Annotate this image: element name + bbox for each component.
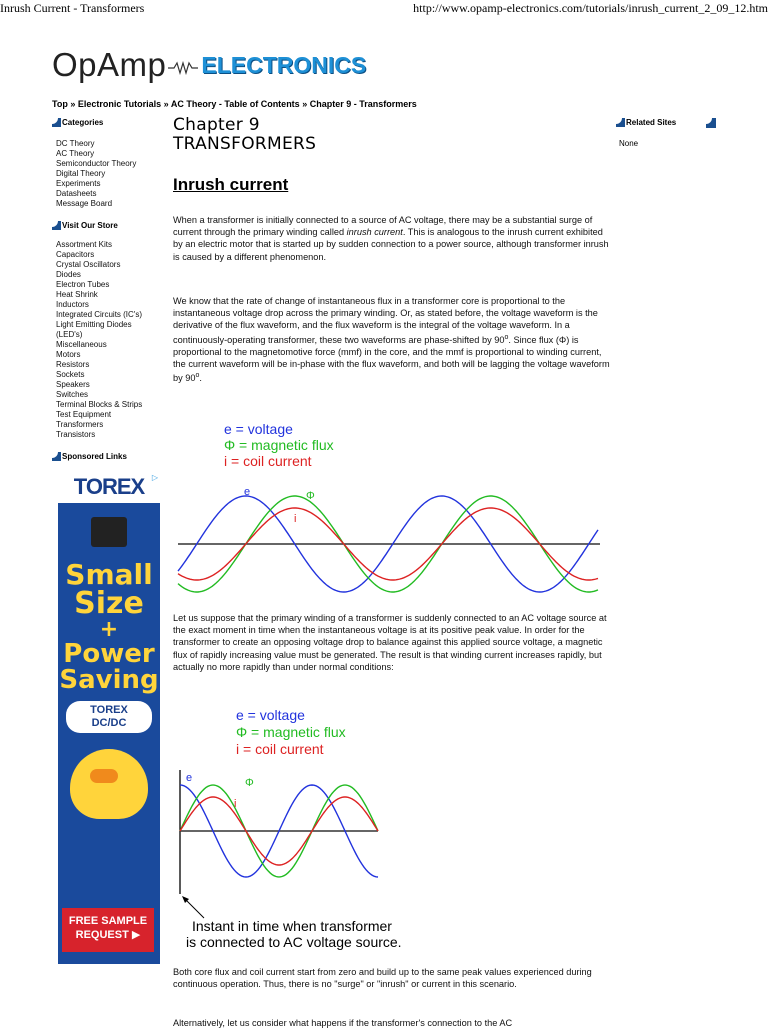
ad-brand-text: TOREX bbox=[73, 473, 145, 499]
chapter-title bbox=[173, 116, 316, 154]
store-link[interactable]: Speakers bbox=[56, 380, 90, 389]
curve-label-phi: Φ bbox=[245, 777, 254, 789]
p1-text: When a transformer is initially connected to a source of AC voltage, there may be a substantial surge of current through the primary winding called bbox=[173, 215, 593, 238]
categories-title: Categories bbox=[62, 118, 104, 127]
paragraph-peak-connection: Let us suppose that the primary winding of a transformer is suddenly connected to an AC voltage source at the exact moment in time when the instantaneous voltage is at its positive peak value. In order for the transformer to create an opposing voltage drop to balance against this applied source voltage, a magnetic flux of rapidly increasing value must be generated. The result is that winding current increases rapidly, but actually no more rapidly than under normal conditions: bbox=[173, 613, 607, 672]
corner-bullet-icon bbox=[52, 118, 61, 127]
store-link[interactable]: Terminal Blocks & Strips bbox=[56, 400, 143, 409]
figure-connection-at-peak bbox=[174, 704, 444, 954]
paragraph-flux bbox=[173, 295, 613, 385]
store-link[interactable]: Test Equipment bbox=[56, 410, 112, 419]
store-link[interactable]: Diodes bbox=[56, 270, 81, 279]
store-list bbox=[56, 240, 142, 440]
category-link[interactable]: DC Theory bbox=[56, 139, 95, 148]
ad-pill-product: DC/DC bbox=[91, 717, 127, 729]
store-link[interactable]: Transistors bbox=[56, 430, 96, 439]
p2-text: . Since flux (Φ) is proportional to the magnetomotive force (mmf) in the core, and the mmf is proportional to winding current, the current waveform will be in-phase with the flux waveform, and both will be lagging the voltage waveform by 90 bbox=[173, 334, 610, 384]
categories-heading bbox=[52, 118, 103, 127]
store-heading bbox=[52, 221, 118, 230]
corner-bullet-icon bbox=[616, 118, 625, 127]
ad-line: Saving bbox=[59, 665, 159, 695]
figure-caption-line2: is connected to AC voltage source. bbox=[186, 934, 402, 950]
category-link[interactable]: Digital Theory bbox=[56, 169, 106, 178]
curve-label-e: e bbox=[244, 486, 251, 498]
corner-bullet-icon bbox=[52, 452, 61, 461]
paragraph-intro bbox=[173, 214, 613, 263]
logo-opamp: OpAmp bbox=[52, 46, 167, 83]
duck-mascot-icon bbox=[70, 749, 148, 819]
degree-symbol: o bbox=[504, 333, 509, 341]
p1-emphasis: inrush current bbox=[346, 227, 403, 238]
sponsored-title: Sponsored Links bbox=[62, 452, 127, 461]
chapter-name: TRANSFORMERS bbox=[173, 134, 317, 154]
curve-label-e: e bbox=[186, 772, 193, 784]
store-link[interactable]: Assortment Kits bbox=[56, 240, 113, 249]
store-link[interactable]: Light Emitting Diodes bbox=[56, 320, 132, 329]
store-link[interactable]: Integrated Circuits (IC's) bbox=[56, 310, 142, 319]
p2-text: . bbox=[199, 373, 202, 384]
curve-label-i: i bbox=[294, 513, 297, 525]
ad-brand bbox=[58, 470, 160, 503]
figure-continuous-waveforms bbox=[174, 418, 604, 598]
legend-voltage: e = voltage bbox=[236, 707, 305, 723]
figure-caption-line1: Instant in time when transformer bbox=[192, 918, 392, 934]
ad-line: Power bbox=[63, 639, 155, 669]
ad-choices-icon[interactable]: ▷ bbox=[151, 473, 157, 482]
related-sites-title: Related Sites bbox=[626, 118, 677, 127]
legend-current: i = coil current bbox=[236, 741, 324, 757]
store-link[interactable]: Miscellaneous bbox=[56, 340, 107, 349]
sponsored-heading bbox=[52, 452, 127, 461]
legend-current: i = coil current bbox=[224, 453, 312, 469]
waveform-plot-1 bbox=[174, 418, 604, 598]
ad-cta-line1: FREE SAMPLE bbox=[68, 915, 148, 927]
ad-line: + bbox=[99, 617, 119, 642]
paragraph-no-surge: Both core flux and coil current start from zero and build up to the same peak values experienced during continuous operation. Thus, there is no "surge" or "inrush" or current in this scenario. bbox=[173, 967, 592, 990]
store-link[interactable]: Switches bbox=[56, 390, 89, 399]
p2-text: We know that the rate of change of instantaneous flux in a transformer core is proportional to the instantaneous voltage drop across the primary winding. Or, as stated before, the voltage waveform is the derivative of the flux waveform, and the flux waveform is the integral of the voltage waveform. In a continuously-operating transformer, these two waveforms are phase-shifted by 90 bbox=[173, 296, 598, 345]
categories-list bbox=[56, 139, 136, 209]
store-link[interactable]: (LED's) bbox=[56, 330, 83, 339]
related-sites-heading bbox=[616, 118, 676, 127]
logo-resistor-icon bbox=[168, 61, 198, 75]
print-header bbox=[0, 0, 768, 16]
play-arrow-icon: ▶ bbox=[131, 929, 141, 941]
store-title[interactable]: Visit Our Store bbox=[62, 221, 118, 230]
corner-bullet-icon bbox=[52, 221, 61, 230]
legend-voltage: e = voltage bbox=[224, 421, 293, 437]
store-link[interactable]: Sockets bbox=[56, 370, 85, 379]
degree-symbol: o bbox=[195, 372, 200, 380]
ad-pill-brand: TOREX bbox=[90, 704, 128, 716]
ad-pill bbox=[66, 701, 152, 733]
category-link[interactable]: Experiments bbox=[56, 179, 101, 188]
curve-label-i: i bbox=[234, 798, 237, 810]
p1-text: . This is analogous to the inrush current exhibited by an electric motor that is started up by sudden connection to a power source, although transformer inrush is caused by a different phenomenon. bbox=[173, 227, 609, 262]
ad-cta-line2: REQUEST bbox=[75, 929, 129, 941]
category-link[interactable]: Message Board bbox=[56, 199, 113, 208]
waveform-plot-2 bbox=[174, 704, 444, 954]
corner-decoration-icon bbox=[706, 118, 716, 128]
curve-label-phi: Φ bbox=[306, 490, 315, 502]
store-link[interactable]: Transformers bbox=[56, 420, 104, 429]
category-link[interactable]: Semiconductor Theory bbox=[56, 159, 137, 168]
chapter-number: Chapter 9 bbox=[173, 115, 260, 135]
print-url[interactable]: http://www.opamp-electronics.com/tutorials/inrush_current_2_09_12.htm bbox=[413, 1, 768, 15]
site-logo[interactable] bbox=[52, 45, 366, 85]
store-link[interactable]: Crystal Oscillators bbox=[56, 260, 121, 269]
paragraph-alternative-partial: Alternatively, let us consider what happens if the transformer's connection to the AC bbox=[173, 1018, 513, 1028]
store-link[interactable]: Capacitors bbox=[56, 250, 95, 259]
legend-flux: Φ = magnetic flux bbox=[224, 437, 334, 453]
legend-flux: Φ = magnetic flux bbox=[236, 724, 346, 740]
store-link[interactable]: Motors bbox=[56, 350, 81, 359]
store-link[interactable]: Resistors bbox=[56, 360, 90, 369]
store-link[interactable]: Heat Shrink bbox=[56, 290, 98, 299]
page-heading: Inrush current bbox=[173, 175, 289, 194]
print-title: Inrush Current - Transformers bbox=[0, 1, 145, 15]
store-link[interactable]: Electron Tubes bbox=[56, 280, 110, 289]
ad-line: Small bbox=[65, 558, 153, 591]
chip-icon bbox=[91, 517, 127, 547]
ad-line: Size bbox=[74, 586, 144, 621]
related-sites-none: None bbox=[619, 139, 639, 148]
torex-ad-banner[interactable] bbox=[58, 470, 160, 964]
free-sample-button[interactable] bbox=[62, 908, 154, 952]
category-link[interactable]: AC Theory bbox=[56, 149, 95, 158]
breadcrumb[interactable]: Top » Electronic Tutorials » AC Theory - Table of Contents » Chapter 9 - Transformers bbox=[52, 99, 417, 109]
store-link[interactable]: Inductors bbox=[56, 300, 89, 309]
category-link[interactable]: Datasheets bbox=[56, 189, 97, 198]
logo-electronics: ELECTRONICS bbox=[201, 51, 367, 78]
